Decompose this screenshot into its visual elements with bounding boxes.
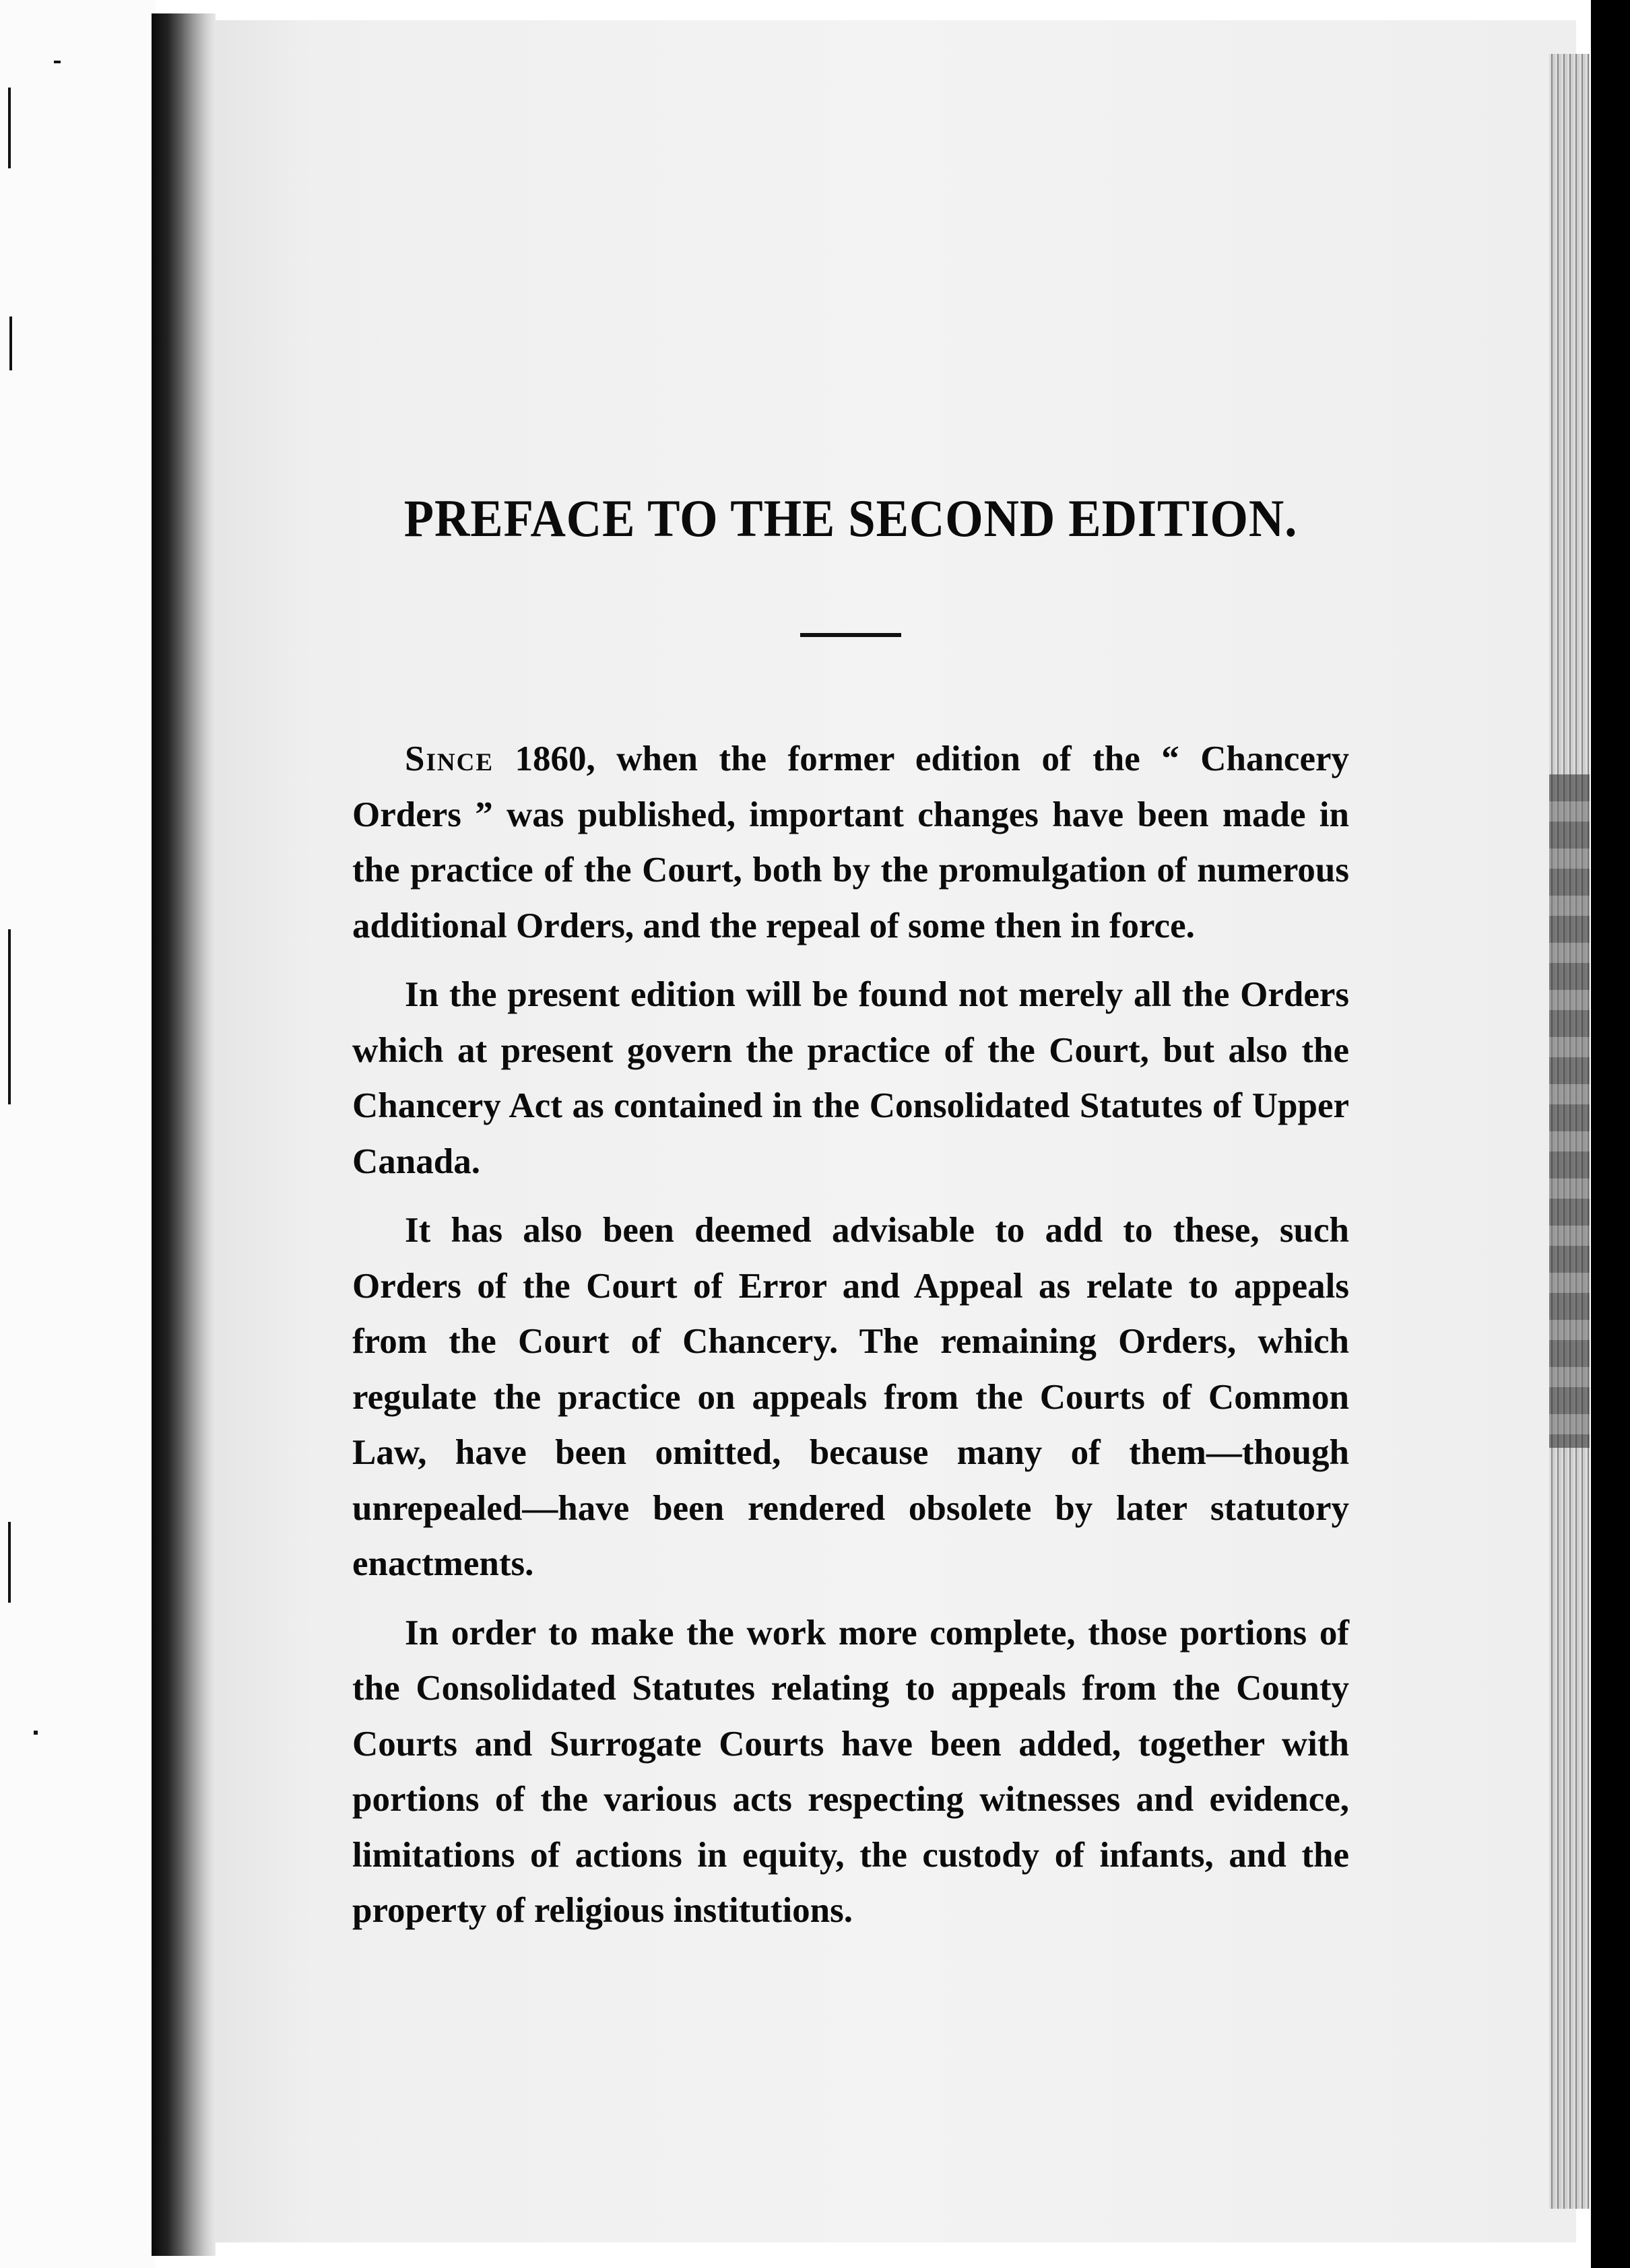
preface-body: [352, 731, 1349, 1939]
page-title: PREFACE TO THE SECOND EDITION.: [403, 489, 1298, 547]
paragraph: It has also been deemed advisable to add to these, such Orders of the Court of Error and Appeal as relate to appeals from the Court of Chancery. The remaining Orders, which regulate the practice on appeals from the Courts of Common Law, have been omitted, because many of them—though unrepealed—have been rendered obsolete by later statutory enactments.: [352, 1211, 1349, 1583]
library-stamp-bleed: [1549, 774, 1590, 1448]
scan-mark: [54, 61, 61, 63]
paragraph: In order to make the work more complete, those portions of the Consolidated Statutes relating to appeals from the County Courts and Surrogate Courts have been added, together with portions of the various acts respecting witnesses and evidence, limitations of actions in equity, the custody of infants, and the property of religious institutions.: [352, 1613, 1349, 1930]
scan-mark: [8, 1522, 11, 1603]
scan-mark: [8, 88, 11, 168]
paragraph: [352, 731, 1349, 954]
scan-mark: [8, 929, 11, 1104]
scan-border: [1591, 0, 1630, 2268]
facing-page-edge: [0, 0, 155, 2268]
scan-mark: [34, 1731, 38, 1735]
book-gutter: [152, 13, 216, 2256]
page-content: [352, 488, 1349, 1952]
title-rule: [800, 633, 901, 637]
paragraph-text: 1860, when the former edition of the “ Chancery Orders ” was published, important changes have been made in the practice of the Court, both by the promulgation of numerous additional Orders, and the repeal of some then in force.: [352, 739, 1349, 945]
scan-mark: [9, 316, 12, 370]
lead-word: Since: [405, 739, 494, 778]
paragraph: In the present edition will be found not merely all the Orders which at present govern the practice of the Court, but also the Chancery Act as contained in the Consolidated Statutes of Upper Canada.: [352, 975, 1349, 1181]
